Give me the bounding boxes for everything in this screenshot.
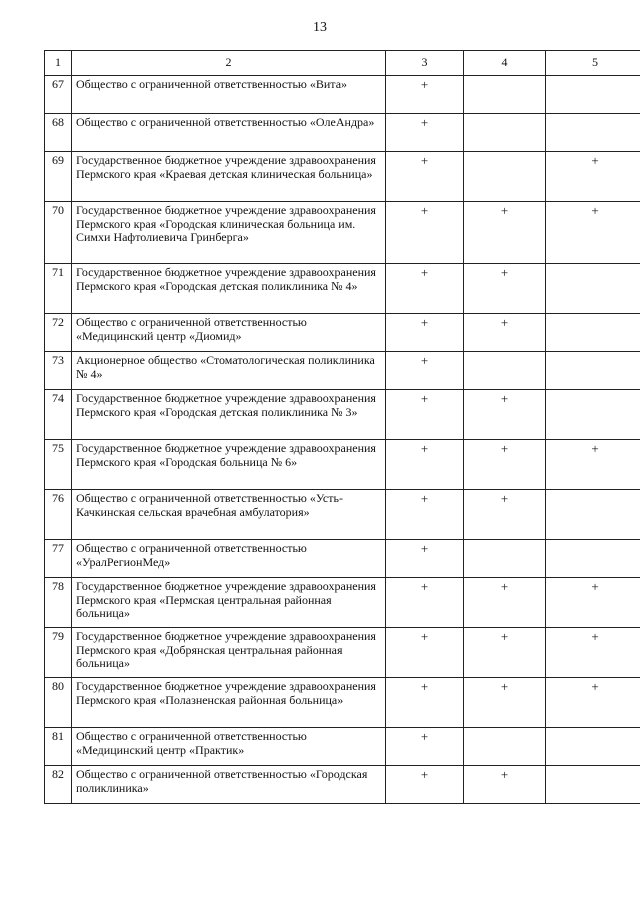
- mark-column-5: [546, 314, 640, 352]
- table-header-row: [45, 51, 640, 76]
- mark-column-5: [546, 540, 640, 578]
- table-row: [45, 264, 640, 314]
- mark-column-4: +: [464, 678, 546, 728]
- mark-column-4: [464, 540, 546, 578]
- mark-column-5: [546, 264, 640, 314]
- table-row: [45, 578, 640, 628]
- row-number: 73: [45, 352, 72, 390]
- mark-column-3: +: [386, 728, 464, 766]
- mark-column-5: [546, 766, 640, 804]
- mark-column-3: +: [386, 352, 464, 390]
- organization-name: Общество с ограниченной ответственностью «Медицинский центр «Диомид»: [72, 314, 386, 352]
- mark-column-3: +: [386, 202, 464, 264]
- organization-name: Общество с ограниченной ответственностью «Городская поликлиника»: [72, 766, 386, 804]
- mark-column-3: +: [386, 114, 464, 152]
- organization-name: Государственное бюджетное учреждение здравоохранения Пермского края «Городская клиническая больница им. Симхи Нафтолиевича Гринберга»: [72, 202, 386, 264]
- organizations-table: [44, 50, 640, 804]
- row-number: 68: [45, 114, 72, 152]
- organization-name: Государственное бюджетное учреждение здравоохранения Пермского края «Полазненская районная больница»: [72, 678, 386, 728]
- mark-column-4: +: [464, 314, 546, 352]
- row-number: 76: [45, 490, 72, 540]
- mark-column-3: +: [386, 766, 464, 804]
- organization-name: Акционерное общество «Стоматологическая поликлиника № 4»: [72, 352, 386, 390]
- row-number: 78: [45, 578, 72, 628]
- row-number: 77: [45, 540, 72, 578]
- row-number: 70: [45, 202, 72, 264]
- organization-name: Общество с ограниченной ответственностью «Усть-Качкинская сельская врачебная амбулатория»: [72, 490, 386, 540]
- mark-column-3: +: [386, 314, 464, 352]
- row-number: 71: [45, 264, 72, 314]
- row-number: 67: [45, 76, 72, 114]
- table-row: [45, 678, 640, 728]
- column-header-2: 2: [72, 51, 386, 76]
- column-header-4: 4: [464, 51, 546, 76]
- organization-name: Государственное бюджетное учреждение здравоохранения Пермского края «Пермская центральная районная больница»: [72, 578, 386, 628]
- table-row: [45, 628, 640, 678]
- mark-column-5: [546, 390, 640, 440]
- mark-column-5: [546, 352, 640, 390]
- organization-name: Государственное бюджетное учреждение здравоохранения Пермского края «Добрянская центральная районная больница»: [72, 628, 386, 678]
- mark-column-4: +: [464, 490, 546, 540]
- table-row: [45, 114, 640, 152]
- mark-column-4: [464, 76, 546, 114]
- mark-column-5: [546, 490, 640, 540]
- mark-column-4: +: [464, 264, 546, 314]
- organization-name: Государственное бюджетное учреждение здравоохранения Пермского края «Городская больница № 6»: [72, 440, 386, 490]
- organization-name: Общество с ограниченной ответственностью «ОлеАндра»: [72, 114, 386, 152]
- mark-column-3: +: [386, 578, 464, 628]
- organization-name: Государственное бюджетное учреждение здравоохранения Пермского края «Краевая детская клиническая больница»: [72, 152, 386, 202]
- organization-name: Государственное бюджетное учреждение здравоохранения Пермского края «Городская детская поликлиника № 4»: [72, 264, 386, 314]
- mark-column-5: [546, 728, 640, 766]
- page-number: 13: [313, 20, 327, 35]
- mark-column-4: +: [464, 578, 546, 628]
- column-header-5: 5: [546, 51, 640, 76]
- row-number: 81: [45, 728, 72, 766]
- mark-column-3: +: [386, 628, 464, 678]
- mark-column-3: +: [386, 678, 464, 728]
- mark-column-5: +: [546, 440, 640, 490]
- mark-column-3: +: [386, 440, 464, 490]
- mark-column-4: [464, 114, 546, 152]
- table-row: [45, 540, 640, 578]
- mark-column-4: [464, 152, 546, 202]
- column-header-3: 3: [386, 51, 464, 76]
- organization-name: Общество с ограниченной ответственностью «Медицинский центр «Практик»: [72, 728, 386, 766]
- mark-column-3: +: [386, 152, 464, 202]
- mark-column-3: +: [386, 76, 464, 114]
- mark-column-4: +: [464, 390, 546, 440]
- table-row: [45, 314, 640, 352]
- table-row: [45, 152, 640, 202]
- mark-column-4: +: [464, 766, 546, 804]
- mark-column-4: [464, 352, 546, 390]
- row-number: 74: [45, 390, 72, 440]
- mark-column-3: +: [386, 490, 464, 540]
- mark-column-4: [464, 728, 546, 766]
- row-number: 69: [45, 152, 72, 202]
- row-number: 82: [45, 766, 72, 804]
- organization-name: Общество с ограниченной ответственностью «УралРегионМед»: [72, 540, 386, 578]
- table-row: [45, 728, 640, 766]
- mark-column-4: +: [464, 628, 546, 678]
- mark-column-3: +: [386, 264, 464, 314]
- row-number: 72: [45, 314, 72, 352]
- table-body: [45, 76, 640, 804]
- mark-column-5: +: [546, 678, 640, 728]
- row-number: 75: [45, 440, 72, 490]
- organization-name: Государственное бюджетное учреждение здравоохранения Пермского края «Городская детская поликлиника № 3»: [72, 390, 386, 440]
- mark-column-5: +: [546, 202, 640, 264]
- mark-column-3: +: [386, 540, 464, 578]
- table-row: [45, 490, 640, 540]
- table-row: [45, 352, 640, 390]
- table-row: [45, 766, 640, 804]
- mark-column-4: +: [464, 440, 546, 490]
- mark-column-5: +: [546, 628, 640, 678]
- mark-column-5: +: [546, 152, 640, 202]
- table-row: [45, 202, 640, 264]
- column-header-1: 1: [45, 51, 72, 76]
- mark-column-3: +: [386, 390, 464, 440]
- mark-column-5: [546, 114, 640, 152]
- mark-column-5: +: [546, 578, 640, 628]
- mark-column-5: [546, 76, 640, 114]
- organization-name: Общество с ограниченной ответственностью «Вита»: [72, 76, 386, 114]
- table-row: [45, 390, 640, 440]
- table-row: [45, 76, 640, 114]
- mark-column-4: +: [464, 202, 546, 264]
- row-number: 79: [45, 628, 72, 678]
- table-row: [45, 440, 640, 490]
- row-number: 80: [45, 678, 72, 728]
